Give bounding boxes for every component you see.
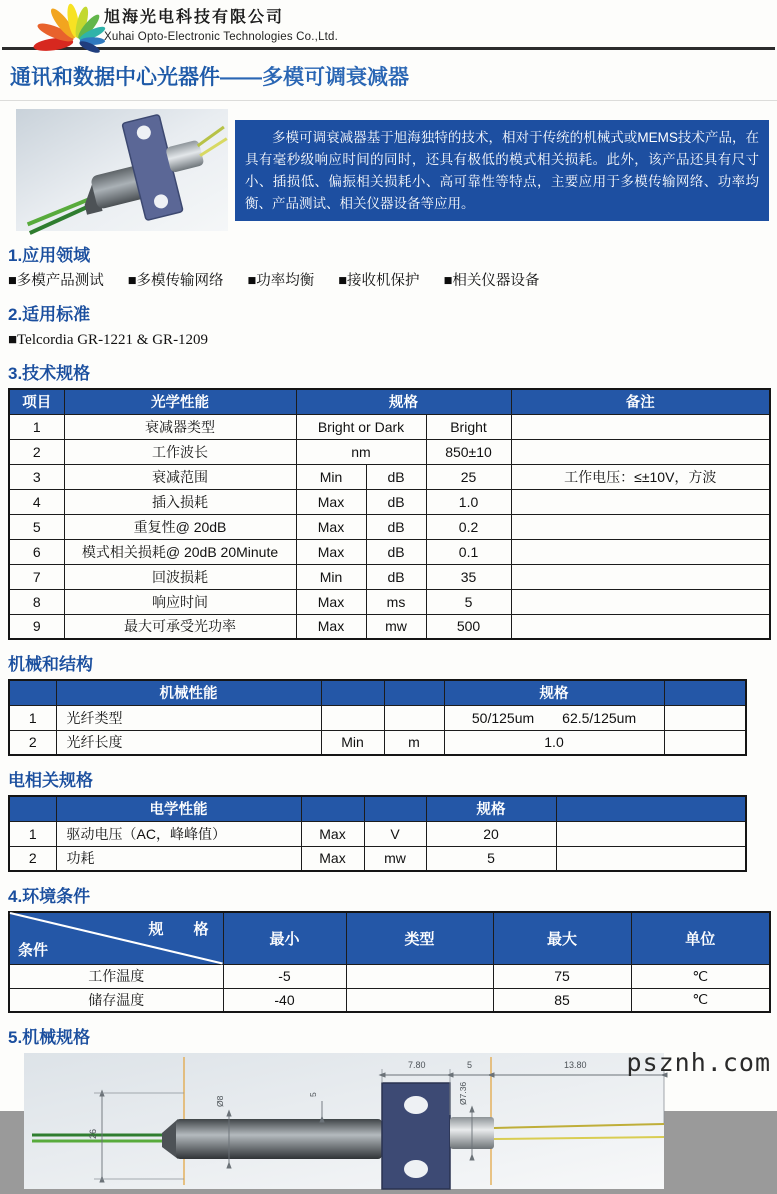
cell-no: 1 — [9, 821, 56, 846]
cell-no: 1 — [9, 414, 64, 439]
environment-table — [8, 911, 771, 1013]
company-name-en: Xuhai Opto-Electronic Technologies Co.,Ltd. — [104, 31, 339, 43]
col-mech-property: 机械性能 — [56, 680, 321, 705]
col-unit: 单位 — [631, 912, 770, 964]
cell-value: 25 — [426, 464, 511, 489]
cell-cond: Max — [296, 589, 366, 614]
title-divider — [0, 100, 777, 101]
dim-left: 26 — [88, 1128, 98, 1139]
cell-unit: ℃ — [631, 964, 770, 988]
cell-no: 7 — [9, 564, 64, 589]
cell-property: 响应时间 — [64, 589, 296, 614]
cell-property: 衰减器类型 — [64, 414, 296, 439]
table-row — [9, 821, 746, 846]
cell-value: 850±10 — [426, 439, 511, 464]
cell-cond: Max — [301, 821, 364, 846]
cell-cond: Max — [301, 846, 364, 871]
col-optical-property: 光学性能 — [64, 389, 296, 414]
cell-unit: dB — [366, 564, 426, 589]
electrical-table — [8, 795, 747, 872]
cell-value: 1.0 — [444, 730, 664, 755]
cell-no: 1 — [9, 705, 56, 730]
cell-value: 35 — [426, 564, 511, 589]
table-header-row — [9, 796, 746, 821]
cell-note — [664, 730, 746, 755]
col-spec: 规格 — [296, 389, 511, 414]
cell-property: 工作波长 — [64, 439, 296, 464]
cell-cond: Max — [296, 514, 366, 539]
tech-specs-table — [8, 388, 771, 640]
product-photo — [16, 109, 228, 231]
environment-heading: 4.环境条件 — [8, 887, 91, 906]
page-header — [0, 0, 777, 47]
application-item: ■接收机保护 — [338, 273, 420, 289]
dim-top2: 5 — [467, 1060, 473, 1070]
table-row — [9, 614, 770, 639]
header-divider — [2, 47, 775, 50]
cell-value: 0.2 — [426, 514, 511, 539]
cell-value: 50/125um 62.5/125um — [444, 705, 664, 730]
cell-no: 5 — [9, 514, 64, 539]
table-row — [9, 846, 746, 871]
cell-value: 500 — [426, 614, 511, 639]
cell-no: 3 — [9, 464, 64, 489]
product-intro-row — [16, 109, 769, 231]
cell-property: 重复性@ 20dB — [64, 514, 296, 539]
header-cell-empty — [301, 796, 364, 821]
cell-unit: mw — [364, 846, 426, 871]
cell-value: 1.0 — [426, 489, 511, 514]
cell-property: 模式相关损耗@ 20dB 20Minute — [64, 539, 296, 564]
mechanical-drawing-figure — [24, 1053, 684, 1189]
cell-no: 9 — [9, 614, 64, 639]
cell-no: 2 — [9, 846, 56, 871]
cell-note: 工作电压：≤±10V，方波 — [511, 464, 770, 489]
table-row — [9, 539, 770, 564]
watermark: psznh.com — [626, 1048, 771, 1077]
title-main: 通讯和数据中心光器件 — [10, 66, 220, 89]
company-name-cn: 旭海光电科技有限公司 — [104, 9, 285, 26]
table-row — [9, 988, 770, 1012]
cell-note — [511, 414, 770, 439]
table-row — [9, 489, 770, 514]
cell-min: -5 — [223, 964, 346, 988]
title-sub: ——多模可调衰减器 — [220, 66, 409, 89]
cell-cond — [321, 705, 384, 730]
cell-cond: Min — [321, 730, 384, 755]
table-header-row — [9, 680, 746, 705]
cell-note — [511, 514, 770, 539]
col-spec: 规格 — [444, 680, 664, 705]
cell-no: 2 — [9, 439, 64, 464]
table-row — [9, 439, 770, 464]
header-cell-empty — [321, 680, 384, 705]
cell-property: 衰减范围 — [64, 464, 296, 489]
cell-cond: Min — [296, 564, 366, 589]
cell-unit: dB — [366, 514, 426, 539]
col-elec-property: 电学性能 — [56, 796, 301, 821]
cell-property: 插入损耗 — [64, 489, 296, 514]
cell-note — [556, 821, 746, 846]
cell-property: 光纤类型 — [56, 705, 321, 730]
cell-unit: m — [384, 730, 444, 755]
col-max: 最大 — [493, 912, 631, 964]
cell-property: 最大可承受光功率 — [64, 614, 296, 639]
cell-cond: Max — [296, 489, 366, 514]
cell-unit: dB — [366, 464, 426, 489]
cell-value: 0.1 — [426, 539, 511, 564]
cell-note — [511, 539, 770, 564]
standards-heading: 2.适用标准 — [8, 305, 91, 324]
col-item: 项目 — [9, 389, 64, 414]
applications-list — [8, 269, 777, 290]
cell-cond: nm — [296, 439, 426, 464]
cell-unit: mw — [366, 614, 426, 639]
cell-note — [511, 439, 770, 464]
cell-note — [511, 489, 770, 514]
mechanical-heading: 机械和结构 — [8, 655, 93, 674]
cell-no: 8 — [9, 589, 64, 614]
table-row — [9, 514, 770, 539]
cell-value: 5 — [426, 846, 556, 871]
dim-d1: Ø8 — [215, 1095, 225, 1107]
table-row — [9, 464, 770, 489]
table-row — [9, 705, 746, 730]
mech-drawing-heading: 5.机械规格 — [8, 1028, 91, 1047]
cell-max: 75 — [493, 964, 631, 988]
dim-top1: 7.80 — [408, 1060, 426, 1070]
cell-min: -40 — [223, 988, 346, 1012]
applications-heading: 1.应用领域 — [8, 246, 91, 265]
cell-condition: 工作温度 — [9, 964, 223, 988]
diag-label-spec: 规 格 — [148, 921, 209, 938]
cell-note — [556, 846, 746, 871]
col-spec: 规格 — [426, 796, 556, 821]
product-intro-text: 多模可调衰减器基于旭海独特的技术，相对于传统的机械式或MEMS技术产品，在具有毫秒级响应时间的同时，还具有极低的模式相关损耗。此外，该产品还具有尺寸小、插损低、偏振相关损耗小、高可靠性等特点，主要应用于多模传输网络、功率均衡、产品测试、相关仪器设备等应用。 — [235, 120, 769, 221]
cell-unit — [384, 705, 444, 730]
company-block — [104, 4, 338, 43]
header-cell-empty — [9, 796, 56, 821]
page-title — [10, 61, 777, 91]
header-cell-empty — [664, 680, 746, 705]
cell-value: Bright — [426, 414, 511, 439]
cell-no: 4 — [9, 489, 64, 514]
cell-no: 6 — [9, 539, 64, 564]
cell-unit: dB — [366, 539, 426, 564]
table-row — [9, 589, 770, 614]
cell-property: 回波损耗 — [64, 564, 296, 589]
application-item: ■多模产品测试 — [8, 273, 104, 289]
dim-d2: 5 — [308, 1092, 318, 1097]
cell-unit: dB — [366, 489, 426, 514]
cell-type — [346, 988, 493, 1012]
dim-top3: 13.80 — [564, 1060, 587, 1070]
electrical-heading: 电相关规格 — [8, 771, 93, 790]
cell-cond: Max — [296, 539, 366, 564]
cell-cond: Bright or Dark — [296, 414, 426, 439]
application-item: ■功率均衡 — [247, 273, 315, 289]
cell-note — [511, 614, 770, 639]
header-cell-empty — [364, 796, 426, 821]
header-cell-empty — [9, 680, 56, 705]
rainbow-fan-icon — [16, 1, 108, 47]
table-row — [9, 564, 770, 589]
cell-no: 2 — [9, 730, 56, 755]
dim-d3: Ø7.36 — [458, 1081, 468, 1105]
col-type: 类型 — [346, 912, 493, 964]
cell-property: 功耗 — [56, 846, 301, 871]
table-header-row — [9, 389, 770, 414]
cell-type — [346, 964, 493, 988]
col-note: 备注 — [511, 389, 770, 414]
cell-property: 光纤长度 — [56, 730, 321, 755]
cell-cond: Min — [296, 464, 366, 489]
diag-label-condition: 条件 — [18, 941, 49, 959]
header-cell-empty — [556, 796, 746, 821]
cell-note — [664, 705, 746, 730]
cell-property: 驱动电压（AC，峰峰值） — [56, 821, 301, 846]
cell-note — [511, 564, 770, 589]
cell-unit: ℃ — [631, 988, 770, 1012]
cell-unit: V — [364, 821, 426, 846]
table-header-row — [9, 912, 770, 964]
cell-value: 5 — [426, 589, 511, 614]
application-item: ■相关仪器设备 — [443, 273, 540, 289]
application-item: ■多模传输网络 — [127, 273, 224, 289]
cell-cond: Max — [296, 614, 366, 639]
cell-value: 20 — [426, 821, 556, 846]
table-row — [9, 414, 770, 439]
standards-item: ■Telcordia GR-1221 & GR-1209 — [8, 332, 209, 348]
tech-specs-heading: 3.技术规格 — [8, 364, 91, 383]
cell-unit: ms — [366, 589, 426, 614]
diagonal-header-cell — [9, 912, 223, 964]
mechanical-table — [8, 679, 747, 756]
header-cell-empty — [384, 680, 444, 705]
table-row — [9, 730, 746, 755]
col-min: 最小 — [223, 912, 346, 964]
table-row — [9, 964, 770, 988]
cell-note — [511, 589, 770, 614]
cell-max: 85 — [493, 988, 631, 1012]
cell-condition: 储存温度 — [9, 988, 223, 1012]
